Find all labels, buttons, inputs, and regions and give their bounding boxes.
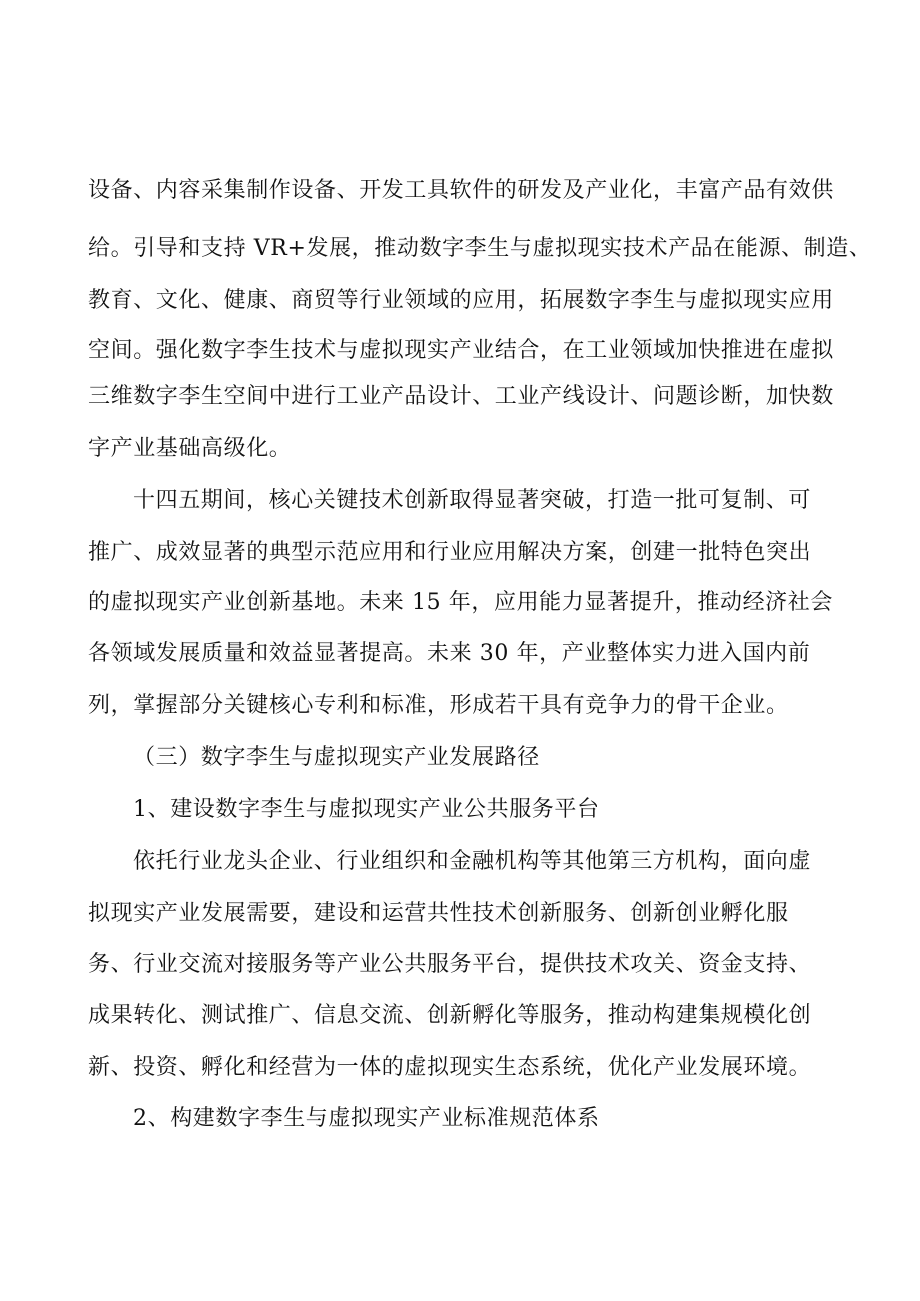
- text-line: 列，掌握部分关键核心专利和标准，形成若干具有竞争力的骨干企业。: [88, 693, 789, 718]
- text-line: 给。引导和支持 VR+发展，推动数字李生与虚拟现实技术产品在能源、制造、: [88, 236, 872, 261]
- text-line: 三维数字李生空间中进行工业产品设计、工业产线设计、问题诊断，加快数: [88, 384, 834, 409]
- text-line: 推广、成效显著的典型示范应用和行业应用解决方案，创建一批特色突出: [88, 540, 812, 565]
- text-line: 字产业基础高级化。: [88, 436, 292, 461]
- text-line: 依托行业龙头企业、行业组织和金融机构等其他第三方机构，面向虚: [133, 849, 812, 874]
- text-line: 教育、文化、健康、商贸等行业领域的应用，拓展数字李生与虚拟现实应用: [88, 288, 834, 313]
- section-heading: （三）数字李生与虚拟现实产业发展路径: [133, 745, 540, 770]
- text-line: 务、行业交流对接服务等产业公共服务平台，提供技术攻关、资金支持、: [88, 952, 812, 977]
- subsection-heading: 2、构建数字李生与虚拟现实产业标准规范体系: [133, 1106, 600, 1131]
- text-line: 空间。强化数字李生技术与虚拟现实产业结合，在工业领域加快推进在虚拟: [88, 338, 834, 363]
- subsection-heading: 1、建设数字李生与虚拟现实产业公共服务平台: [133, 797, 600, 822]
- text-line: 设备、内容采集制作设备、开发工具软件的研发及产业化，丰富产品有效供: [88, 178, 834, 203]
- text-line: 十四五期间，核心关键技术创新取得显著突破，打造一批可复制、可: [133, 488, 812, 513]
- text-line: 各领域发展质量和效益显著提高。未来 30 年，产业整体实力进入国内前: [88, 641, 811, 666]
- text-line: 新、投资、孵化和经营为一体的虚拟现实生态系统，优化产业发展环境。: [88, 1055, 812, 1080]
- text-line: 拟现实产业发展需要，建设和运营共性技术创新服务、创新创业孵化服: [88, 901, 789, 926]
- text-line: 的虚拟现实产业创新基地。未来 15 年，应用能力显著提升，推动经济社会: [88, 590, 833, 615]
- text-line: 成果转化、测试推广、信息交流、创新孵化等服务，推动构建集规模化创: [88, 1003, 812, 1028]
